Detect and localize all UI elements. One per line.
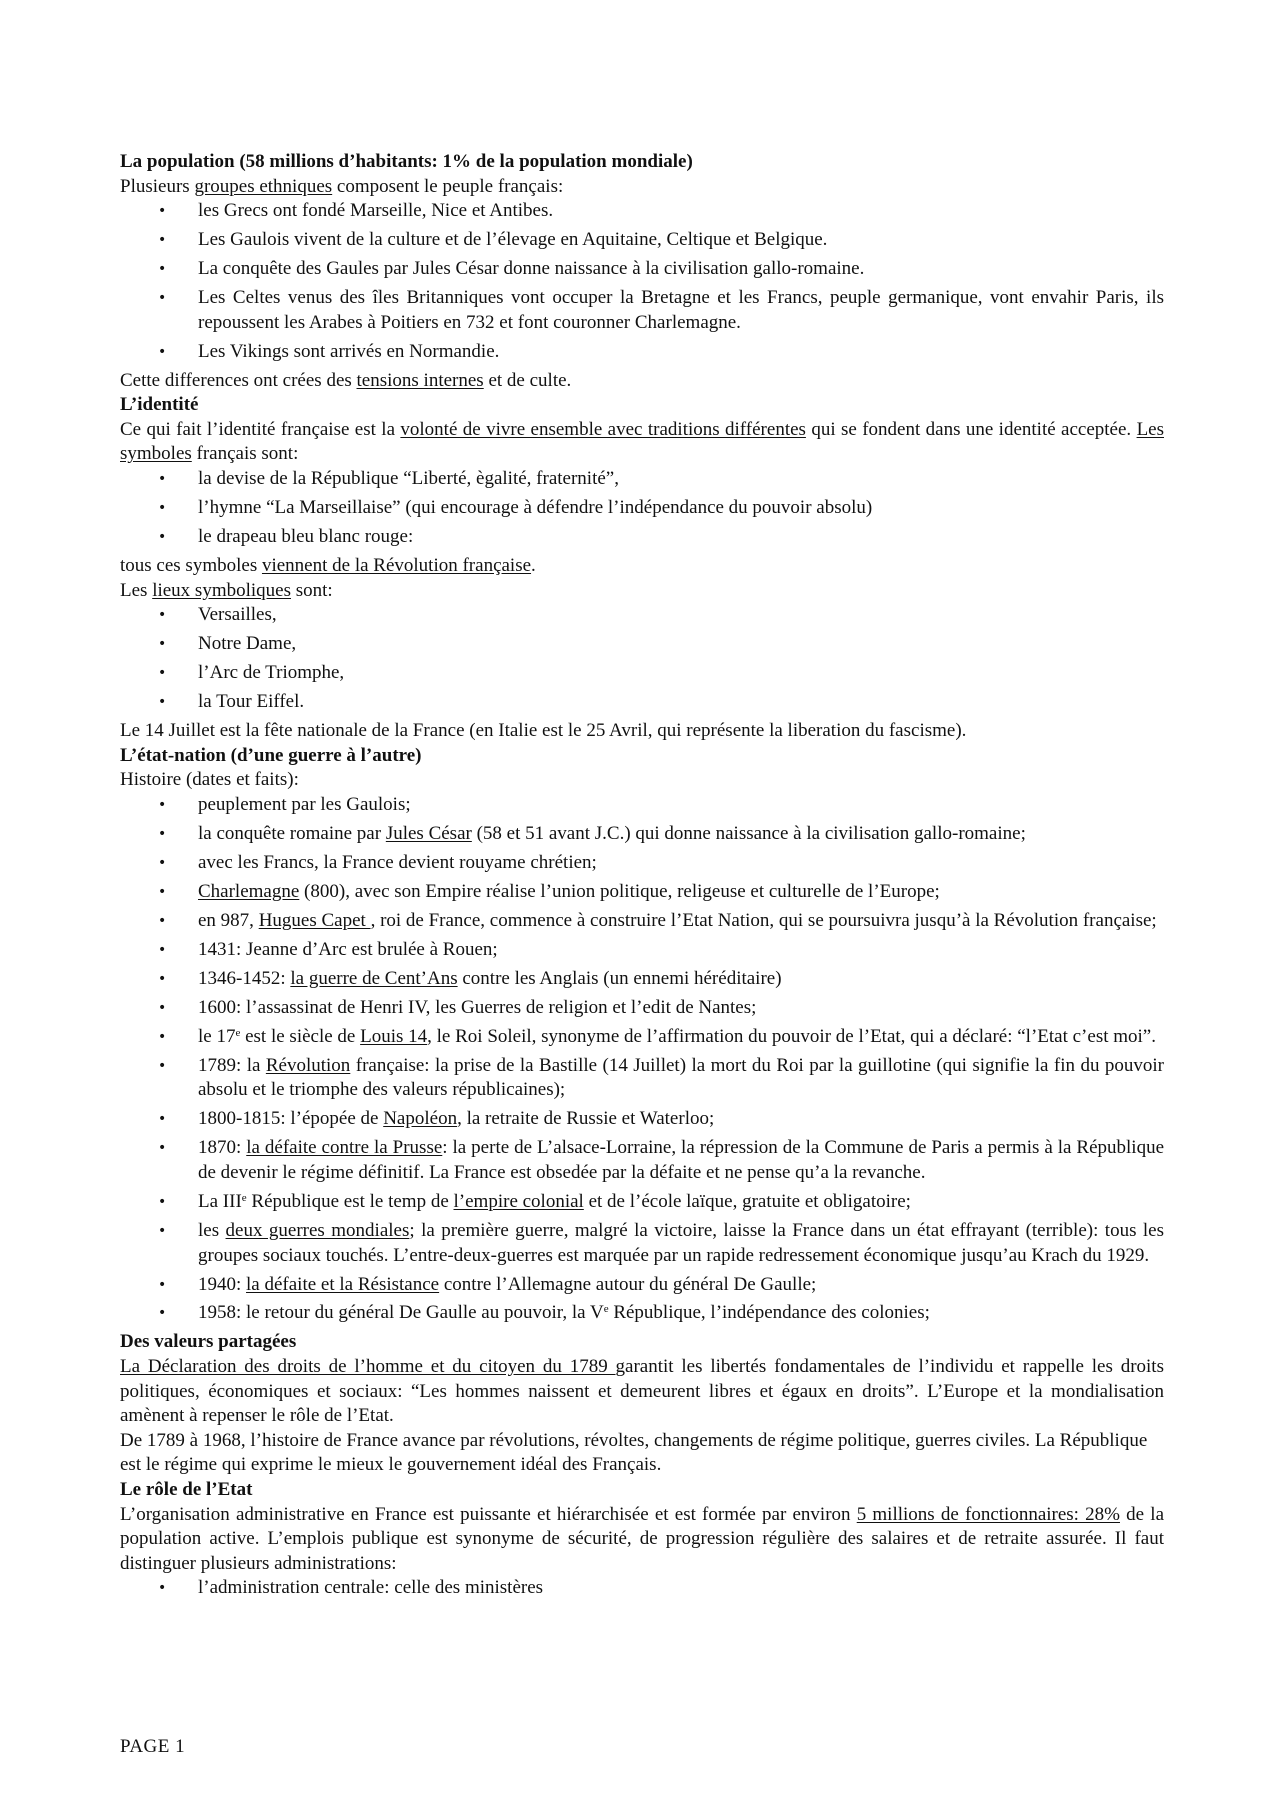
paragraph-histoire: Histoire (dates et faits): [120, 769, 299, 791]
list-item: • 1940: la défaite et la Résistance contre l’Allemagne autour du général De Gaulle; [120, 1273, 1164, 1298]
page-number: PAGE 1 [120, 1736, 186, 1757]
list-item: • La IIIe République est le temp de l’empire colonial et de l’école laïque, gratuite et obligatoire; [120, 1190, 1164, 1215]
paragraph-symboles-origine: tous ces symboles viennent de la Révolution française. [120, 555, 536, 577]
document-page [120, 150, 1164, 1605]
list-item: • avec les Francs, la France devient rouyame chrétien; [120, 851, 1164, 876]
underlined-text: Hugues Capet [258, 909, 371, 931]
list-item: • Charlemagne (800), avec son Empire réalise l’union politique, religeuse et culturelle de l’Europe; [120, 880, 1164, 905]
list-ethnic-groups [120, 199, 1164, 364]
paragraph-histoire-france: De 1789 à 1968, l’histoire de France avance par révolutions, révoltes, changements de régime politique, guerres civiles. La République est le régime qui exprime le mieux le gouvernement idéal des Français. [120, 1429, 1148, 1476]
underlined-text: Révolution [265, 1054, 351, 1076]
list-item: • Les Gaulois vivent de la culture et de l’élevage en Aquitaine, Celtique et Belgique. [120, 228, 1164, 253]
list-item: • les deux guerres mondiales; la première guerre, malgré la victoire, laisse la France dans un état effrayant (terrible): tous les groupes sociaux touchés. L’entre-deux-guerres est marquée par un rapide redressement économique jusqu’au Krach du 1929. [120, 1219, 1164, 1268]
paragraph-population-outro: Cette differences ont crées des tensions internes et de culte. [120, 369, 572, 391]
underlined-text: Jules César [385, 822, 472, 844]
underlined-text: la guerre de Cent’Ans [290, 967, 458, 989]
underlined-text: deux guerres mondiales [225, 1219, 410, 1241]
underlined-text: tensions internes [356, 369, 484, 391]
list-item: • 1800-1815: l’épopée de Napoléon, la retraite de Russie et Waterloo; [120, 1107, 1164, 1132]
underlined-text: La Déclaration des droits de l’homme et du citoyen du 1789 [120, 1356, 616, 1378]
list-item: • 1346-1452: la guerre de Cent’Ans contre les Anglais (un ennemi héréditaire) [120, 967, 1164, 992]
heading-etat-nation: L’état-nation (d’une guerre à l’autre) [120, 744, 422, 766]
list-item: • Notre Dame, [120, 632, 1164, 657]
list-item: • 1431: Jeanne d’Arc est brulée à Rouen; [120, 938, 1164, 963]
heading-identite: L’identité [120, 394, 199, 416]
list-item: • la Tour Eiffel. [120, 690, 1164, 715]
underlined-text: viennent de la Révolution française [261, 555, 532, 577]
paragraph-administration: L’organisation administrative en France est puissante et hiérarchisée et est formée par environ 5 millions de fonctionnaires: 28% de la population active. L’emplois publique est synonyme de sécurité, de progression régulière des salaires et de retraite assurée. Il faut distinguer plusieurs administrations: [120, 1503, 1164, 1574]
underlined-text: la défaite contre la Prusse [246, 1137, 443, 1159]
paragraph-declaration: La Déclaration des droits de l’homme et du citoyen du 1789 garantit les libertés fondamentales de l’individu et rappelle les droits politiques, économiques et sociaux: “Les hommes naissent et demeurent libres et égaux en droits”. L’Europe et la mondialisation amènent à repenser le rôle de l’Etat. [120, 1356, 1164, 1427]
list-item: • le 17e est le siècle de Louis 14, le Roi Soleil, synonyme de l’affirmation du pouvoir de l’Etat, qui a déclaré: “l’Etat c’est moi”. [120, 1025, 1164, 1050]
heading-population: La population (58 millions d’habitants: 1% de la population mondiale) [120, 151, 693, 172]
underlined-text: Louis 14 [360, 1025, 428, 1047]
list-lieux [120, 603, 1164, 715]
list-item: • l’hymne “La Marseillaise” (qui encourage à défendre l’indépendance du pouvoir absolu) [120, 496, 1164, 521]
list-item: • Les Celtes venus des îles Britanniques vont occuper la Bretagne et les Francs, peuple germanique, vont envahir Paris, ils repoussent les Arabes à Poitiers en 732 et font couronner Charlemagne. [120, 286, 1164, 335]
paragraph-population-intro: Plusieurs groupes ethniques composent le peuple français: [120, 175, 564, 197]
underlined-text: lieux symboliques [152, 579, 291, 601]
paragraph-identite: Ce qui fait l’identité française est la volonté de vivre ensemble avec traditions différentes qui se fondent dans une identité acceptée. Les symboles français sont: [120, 418, 1164, 465]
list-item: • 1789: la Révolution française: la prise de la Bastille (14 Juillet) la mort du Roi par la guillotine (qui signifie la fin du pouvoir absolu et le triomphe des valeurs républicaines); [120, 1054, 1164, 1103]
list-item: • les Grecs ont fondé Marseille, Nice et Antibes. [120, 199, 1164, 224]
underlined-text: l’empire colonial [453, 1190, 584, 1212]
underlined-text: Charlemagne [198, 880, 300, 902]
underlined-text: volonté de vivre ensemble avec traditions différentes [400, 418, 806, 440]
list-item: • 1870: la défaite contre la Prusse: la perte de L’alsace-Lorraine, la répression de la Commune de Paris a permis à la République de devenir le régime définitif. La France est obsedée par la défaite et ne pense qu’a la revanche. [120, 1136, 1164, 1185]
list-item: • l’administration centrale: celle des ministères [120, 1576, 1164, 1601]
paragraph-fete-nationale: Le 14 Juillet est la fête nationale de la France (en Italie est le 25 Avril, qui représente la liberation du fascisme). [120, 720, 967, 742]
underlined-text: groupes ethniques [194, 175, 333, 197]
list-item: • La conquête des Gaules par Jules César donne naissance à la civilisation gallo-romaine. [120, 257, 1164, 282]
list-item: • peuplement par les Gaulois; [120, 793, 1164, 818]
list-item: • Versailles, [120, 603, 1164, 628]
list-item: • Les Vikings sont arrivés en Normandie. [120, 340, 1164, 365]
underlined-text: 5 millions de fonctionnaires: 28% [856, 1503, 1120, 1525]
underlined-text: Les symboles [120, 418, 1164, 465]
list-item: • l’Arc de Triomphe, [120, 661, 1164, 686]
list-histoire [120, 793, 1164, 1326]
list-item: • 1958: le retour du général De Gaulle au pouvoir, la Ve République, l’indépendance des colonies; [120, 1301, 1164, 1326]
underlined-text: la défaite et la Résistance [246, 1273, 440, 1295]
list-symboles [120, 467, 1164, 550]
list-item: • 1600: l’assassinat de Henri IV, les Guerres de religion et l’edit de Nantes; [120, 996, 1164, 1021]
list-item: • en 987, Hugues Capet , roi de France, commence à construire l’Etat Nation, qui se poursuivra jusqu’à la Révolution française; [120, 909, 1164, 934]
heading-valeurs: Des valeurs partagées [120, 1331, 297, 1353]
underlined-text: Napoléon [383, 1108, 458, 1130]
heading-role-etat: Le rôle de l’Etat [120, 1479, 253, 1501]
list-item: • la devise de la République “Liberté, ègalité, fraternité”, [120, 467, 1164, 492]
paragraph-lieux: Les lieux symboliques sont: [120, 579, 333, 601]
list-administrations [120, 1576, 1164, 1601]
list-item: • le drapeau bleu blanc rouge: [120, 525, 1164, 550]
list-item: • la conquête romaine par Jules César (58 et 51 avant J.C.) qui donne naissance à la civilisation gallo-romaine; [120, 822, 1164, 847]
